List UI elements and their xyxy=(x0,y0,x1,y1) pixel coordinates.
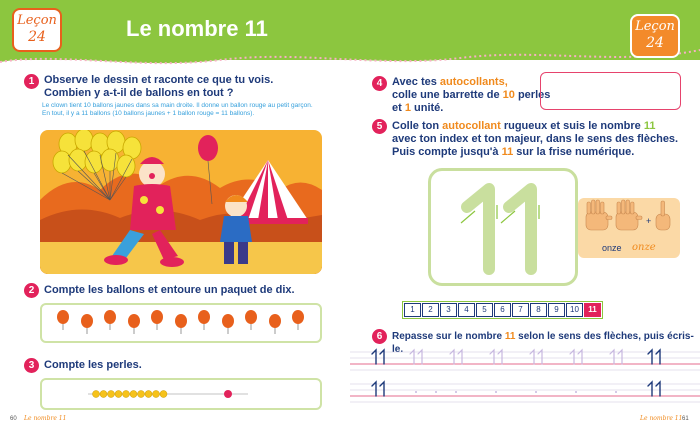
trace-eleven-frame[interactable] xyxy=(428,168,578,286)
step-4-autocollants: autocollants, xyxy=(439,76,508,88)
number-line-cell: 8 xyxy=(530,303,547,317)
step-1-instruction xyxy=(44,74,273,100)
lecon-badge-right xyxy=(630,14,680,58)
step-5-line2: avec ton index et ton majeur, dans le sens des flèches. xyxy=(392,133,679,145)
yellow-pearl xyxy=(153,391,160,398)
number-line-cell: 3 xyxy=(440,303,457,317)
balloon-icon xyxy=(221,314,235,334)
plus-sign: + xyxy=(646,216,652,226)
balloon-icon xyxy=(127,314,141,334)
number-line-cell: 7 xyxy=(512,303,529,317)
step-5-text: rugueux et suis le nombre xyxy=(500,120,644,132)
number-line-cell: 10 xyxy=(566,303,583,317)
number-line-cell: 11 xyxy=(584,303,601,317)
red-pearl xyxy=(224,390,232,398)
step-6-number: 6 xyxy=(372,329,387,344)
lecon-word: Leçon xyxy=(17,13,57,28)
step-4-instruction xyxy=(392,76,550,115)
balloon-icon xyxy=(197,310,211,330)
lecon-badge-left xyxy=(12,8,62,52)
step-5-number: 5 xyxy=(372,119,387,134)
answer-line2: En tout, il y a 11 ballons (10 ballons jaunes + 1 ballon rouge = 11 ballons). xyxy=(42,110,255,117)
lecon-number: 24 xyxy=(28,29,46,45)
footer-title-right: Le nombre 11 xyxy=(640,415,683,422)
balloon-icon xyxy=(268,314,282,334)
yellow-pearl xyxy=(108,391,115,398)
step-6-text: selon le sens des flèches, puis écris-le. xyxy=(392,331,694,355)
step-5-instruction xyxy=(392,120,678,159)
number-line-cell: 9 xyxy=(548,303,565,317)
number-line-cell: 5 xyxy=(476,303,493,317)
step-1-number: 1 xyxy=(24,74,39,89)
yellow-pearl xyxy=(138,391,145,398)
step-3-number: 3 xyxy=(24,358,39,373)
yellow-pearl xyxy=(93,391,100,398)
step-1-line1: Observe le dessin et raconte ce que tu vois. xyxy=(44,74,274,86)
pearls-row xyxy=(88,389,248,399)
step-5-eleven-2: 11 xyxy=(501,146,514,158)
step-4-text: Avec tes xyxy=(392,76,440,88)
hands-box xyxy=(578,198,680,258)
banner-wave xyxy=(0,44,700,74)
step-5-text: Puis compte jusqu'à xyxy=(392,146,502,158)
step-4-text: unité. xyxy=(410,102,444,114)
step-1-line2: Combien y a-t-il de ballons en tout ? xyxy=(44,87,234,99)
step-4-text: colle une barrette de xyxy=(392,89,503,101)
number-line-cell: 6 xyxy=(494,303,511,317)
yellow-pearl xyxy=(145,391,152,398)
onze-cursive: onze xyxy=(632,242,656,253)
balloon-icon xyxy=(291,310,305,330)
step-4-number: 4 xyxy=(372,76,387,91)
step-6-text: Repasse sur le nombre xyxy=(392,331,505,342)
balloon-icon xyxy=(150,310,164,330)
onze-word: onze xyxy=(602,243,622,253)
balloon-icon xyxy=(103,310,117,330)
balloon-icon xyxy=(174,314,188,334)
yellow-pearl xyxy=(123,391,130,398)
trace-eleven-icon xyxy=(431,171,575,283)
yellow-pearl xyxy=(130,391,137,398)
page-number-left: 60 xyxy=(10,416,17,422)
number-line-cell: 4 xyxy=(458,303,475,317)
balloon-icon xyxy=(80,314,94,334)
page-number-right: 61 xyxy=(682,416,689,422)
sticker-box[interactable] xyxy=(540,72,681,110)
answer-line1: Le clown tient 10 ballons jaunes dans sa main droite. Il donne un ballon rouge au petit garçon. xyxy=(42,102,313,109)
step-1-answer xyxy=(42,102,327,118)
step-5-eleven: 11 xyxy=(643,120,656,132)
number-line xyxy=(402,301,603,319)
lecon-word: Leçon xyxy=(635,19,675,34)
clown-illustration xyxy=(40,130,322,274)
step-3-instruction: Compte les perles. xyxy=(44,359,142,371)
step-5-text: Colle ton xyxy=(392,120,443,132)
step-4-text: perles xyxy=(514,89,551,101)
number-line-cell: 1 xyxy=(404,303,421,317)
step-2-instruction: Compte les ballons et entoure un paquet de dix. xyxy=(44,284,295,296)
handwriting-lines[interactable] xyxy=(350,348,700,414)
balloon-icon xyxy=(56,310,70,330)
lecon-number: 24 xyxy=(646,35,664,51)
step-4-ten: 10 xyxy=(502,89,515,101)
yellow-pearl xyxy=(160,391,167,398)
step-5-text: sur la frise numérique. xyxy=(513,146,635,158)
step-2-number: 2 xyxy=(24,283,39,298)
step-6-eleven: 11 xyxy=(504,331,516,342)
hands-counting-icon xyxy=(578,198,680,242)
yellow-pearl xyxy=(100,391,107,398)
step-4-one: 1 xyxy=(404,102,411,114)
step-5-autocollant: autocollant xyxy=(442,120,501,132)
yellow-pearl xyxy=(115,391,122,398)
page-title: Le nombre 11 xyxy=(126,16,268,41)
balloon-icon xyxy=(244,310,258,330)
number-line-cell: 2 xyxy=(422,303,439,317)
step-4-text: et xyxy=(392,102,405,114)
footer-title-left: Le nombre 11 xyxy=(24,415,67,422)
